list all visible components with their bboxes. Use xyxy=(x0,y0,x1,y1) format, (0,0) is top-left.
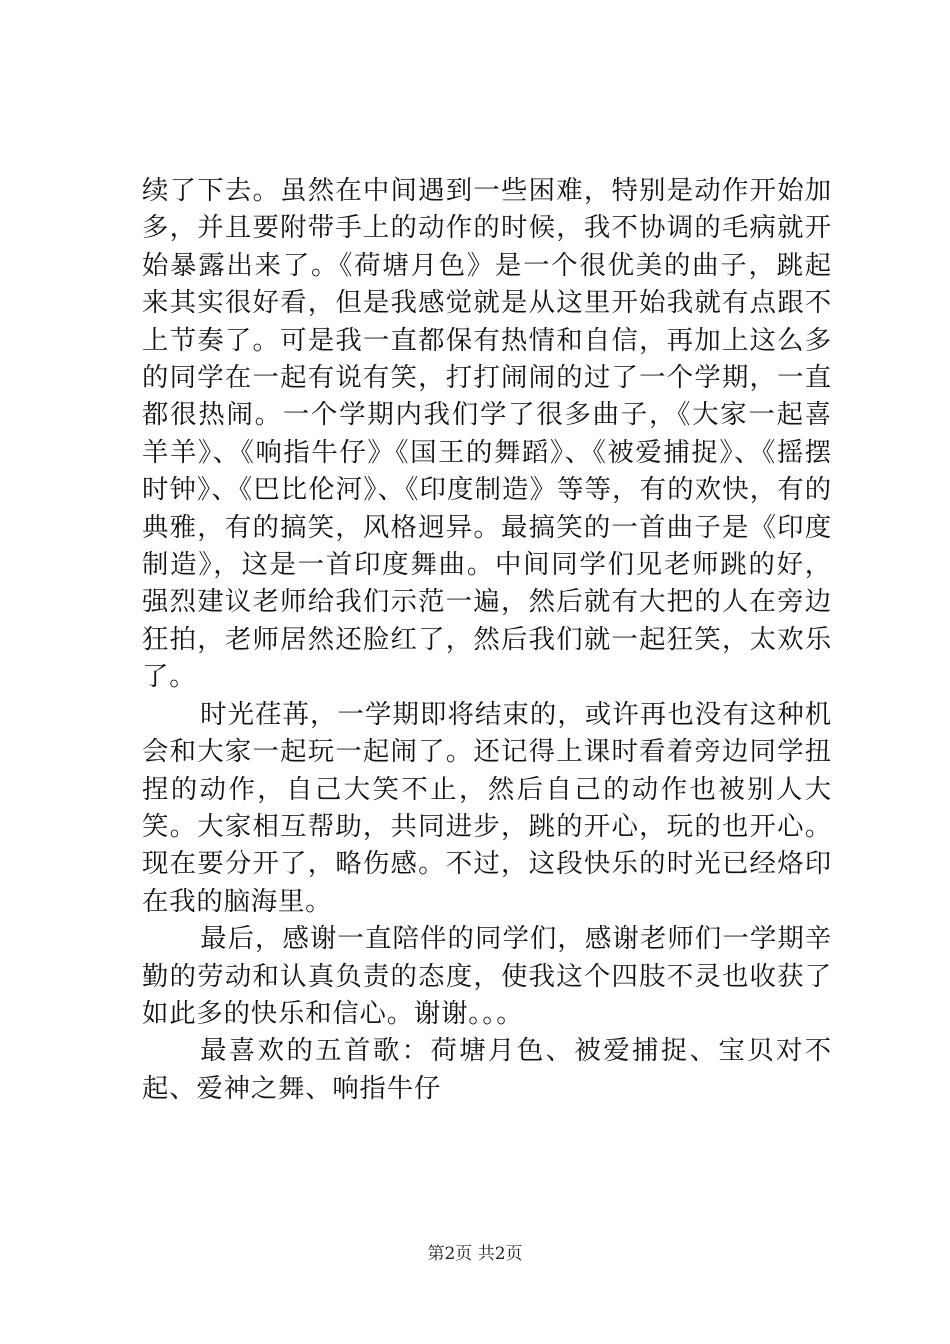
text-line: 神之舞、响指牛仔 xyxy=(223,1072,442,1104)
text-line: 共同进步，跳的开心，玩的也开心。现在要分开了，略伤感。 xyxy=(142,810,832,880)
text-line: 笑，太欢乐了。 xyxy=(142,623,833,693)
text-line: 打打闹闹的过了一个学期，一直都很热闹。一个学期内我们学 xyxy=(142,362,832,431)
text-line: 并且要附带手上的动作的时候，我不协调的毛病就开始暴露出 xyxy=(142,212,832,281)
text-line: 来了。《荷塘月色》是一个很优美的曲子，跳起来其实很好看， xyxy=(142,249,832,319)
text-line: 了很多曲子，《大家一起喜羊羊》、《响指牛仔》《国王的舞 xyxy=(142,399,832,468)
paragraph-favorite-songs xyxy=(142,1032,832,1107)
text-line: 劳动和认真负责的态度，使我这个四肢不灵也收获了如此多的 xyxy=(142,960,832,1029)
text-line: 时光荏苒，一学期即将结束的，或许再也没有这种机会和 xyxy=(142,698,832,768)
text-line: 最后，感谢一直陪伴的同学们，感谢老师们一学期辛勤的 xyxy=(142,923,832,992)
text-line: 续了下去。虽然在中间遇到一些困难，特别是动作开始加多， xyxy=(142,175,832,244)
document-body xyxy=(142,172,832,1107)
text-line: 大把的人在旁边狂拍，老师居然还脸红了，然后我们就一起狂 xyxy=(142,586,832,655)
text-line: 制造》等等，有的欢快，有的典雅，有的搞笑，风格迥异。最 xyxy=(142,474,832,543)
text-line: 蹈》、《被爱捕捉》、《摇摆时钟》、《巴比伦河》、《印度 xyxy=(142,436,832,506)
page-number-footer: 第2页 共2页 xyxy=(427,1244,523,1264)
text-line: 学们见老师跳的好，强烈建议老师给我们示范一遍，然后就有 xyxy=(142,549,832,618)
text-line: 搞笑的一首曲子是《印度制造》，这是一首印度舞曲。中间同 xyxy=(142,511,832,581)
text-line: 但是我感觉就是从这里开始我就有点跟不上节奏了。可是我一 xyxy=(142,287,832,356)
text-line: 快乐和信心。谢谢。。。 xyxy=(250,997,524,1029)
text-line: 自己大笑不止，然后自己的动作也被别人大笑。大家相互帮助， xyxy=(142,773,833,842)
text-line: 不过，这段快乐的时光已经烙印在我的脑海里。 xyxy=(142,848,832,917)
text-line: 直都保有热情和自信，再加上这么多的同学在一起有说有笑， xyxy=(142,324,832,394)
text-line: 最喜欢的五首歌：荷塘月色、被爱捕捉、宝贝对不起、爱 xyxy=(142,1035,832,1104)
paragraph-thanks xyxy=(142,920,832,1032)
paragraph-continuation xyxy=(142,172,832,696)
text-line: 大家一起玩一起闹了。还记得上课时看着旁边同学扭捏的动作， xyxy=(142,736,832,805)
paragraph-time-flies xyxy=(142,696,832,920)
